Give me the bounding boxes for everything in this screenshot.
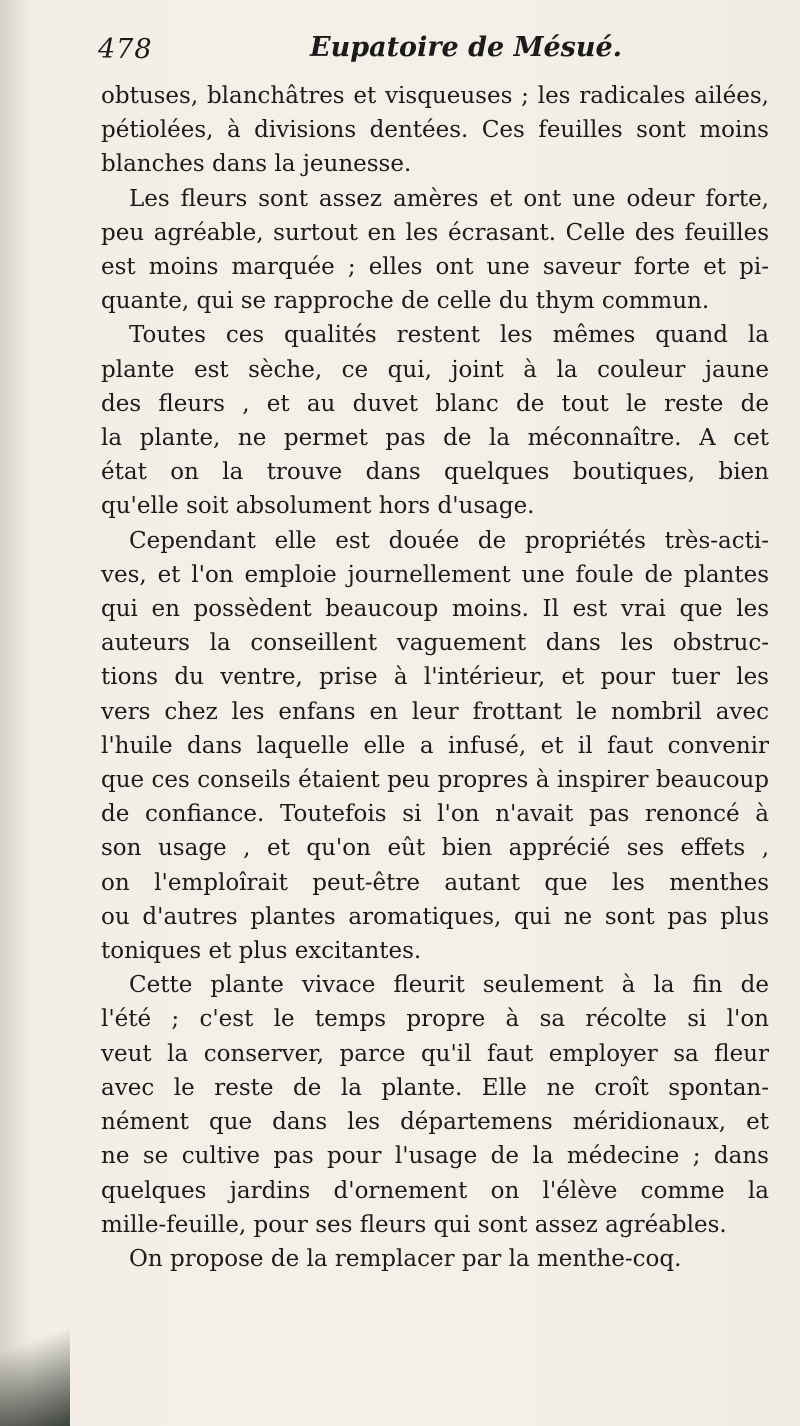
text-line: veut la conserver, parce qu'il faut employer sa fleur <box>101 1040 769 1067</box>
page-number: 478 <box>98 34 153 65</box>
text-line: son usage , et qu'on eût bien apprécié ses effets , <box>101 835 769 862</box>
text-line: la plante, ne permet pas de la méconnaître. A cet <box>101 425 769 452</box>
text-line: Cependant elle est douée de propriétés très-acti- <box>129 527 769 554</box>
body-text <box>101 79 769 1276</box>
text-line: des fleurs , et au duvet blanc de tout le reste de <box>101 390 769 417</box>
gutter-shadow <box>0 0 28 1426</box>
text-line: peu agréable, surtout en les écrasant. Celle des feuilles <box>101 219 769 246</box>
text-line: mille-feuille, pour ses fleurs qui sont assez agréables. <box>101 1211 727 1238</box>
text-line: Cette plante vivace fleurit seulement à la fin de <box>129 972 769 999</box>
text-line: auteurs la conseillent vaguement dans les obstruc- <box>101 630 769 657</box>
text-line: l'été ; c'est le temps propre à sa récolte si l'on <box>101 1006 769 1033</box>
page-corner-damage <box>0 1230 70 1426</box>
text-line: ou d'autres plantes aromatiques, qui ne sont pas plus <box>101 903 769 930</box>
text-line: l'huile dans laquelle elle a infusé, et il faut convenir <box>101 732 769 759</box>
text-line: qu'elle soit absolument hors d'usage. <box>101 493 535 520</box>
text-line: blanches dans la jeunesse. <box>101 151 412 178</box>
text-line: état on la trouve dans quelques boutiques, bien <box>101 459 769 486</box>
text-line: on l'emploîrait peut-être autant que les menthes <box>101 869 769 896</box>
text-line: vers chez les enfans en leur frottant le nombril avec <box>101 698 769 725</box>
text-line: quelques jardins d'ornement on l'élève comme la <box>101 1177 769 1204</box>
text-line: plante est sèche, ce qui, joint à la couleur jaune <box>101 356 769 383</box>
page-header <box>98 30 770 74</box>
running-title: Eupatoire de Mésué. <box>310 32 623 63</box>
text-line: On propose de la remplacer par la menthe-coq. <box>129 1245 682 1272</box>
text-line: nément que dans les départemens méridionaux, et <box>101 1109 769 1136</box>
text-line: Les fleurs sont assez amères et ont une odeur forte, <box>129 185 769 212</box>
text-line: quante, qui se rapproche de celle du thym commun. <box>101 288 710 315</box>
text-line: obtuses, blanchâtres et visqueuses ; les radicales ailées, <box>101 83 769 109</box>
text-line: ves, et l'on emploie journellement une foule de plantes <box>101 561 769 588</box>
text-line: est moins marquée ; elles ont une saveur forte et pi- <box>101 254 769 281</box>
text-line: toniques et plus excitantes. <box>101 938 422 965</box>
text-line: pétiolées, à divisions dentées. Ces feuilles sont moins <box>101 117 769 144</box>
text-line: que ces conseils étaient peu propres à inspirer beaucoup <box>101 767 769 794</box>
text-line: avec le reste de la plante. Elle ne croît spontan- <box>101 1074 769 1101</box>
text-line: qui en possèdent beaucoup moins. Il est vrai que les <box>101 596 769 623</box>
text-line: Toutes ces qualités restent les mêmes quand la <box>129 322 769 349</box>
text-line: de confiance. Toutefois si l'on n'avait pas renoncé à <box>101 801 769 828</box>
text-line: ne se cultive pas pour l'usage de la médecine ; dans <box>101 1143 769 1170</box>
text-line: tions du ventre, prise à l'intérieur, et pour tuer les <box>101 664 769 691</box>
